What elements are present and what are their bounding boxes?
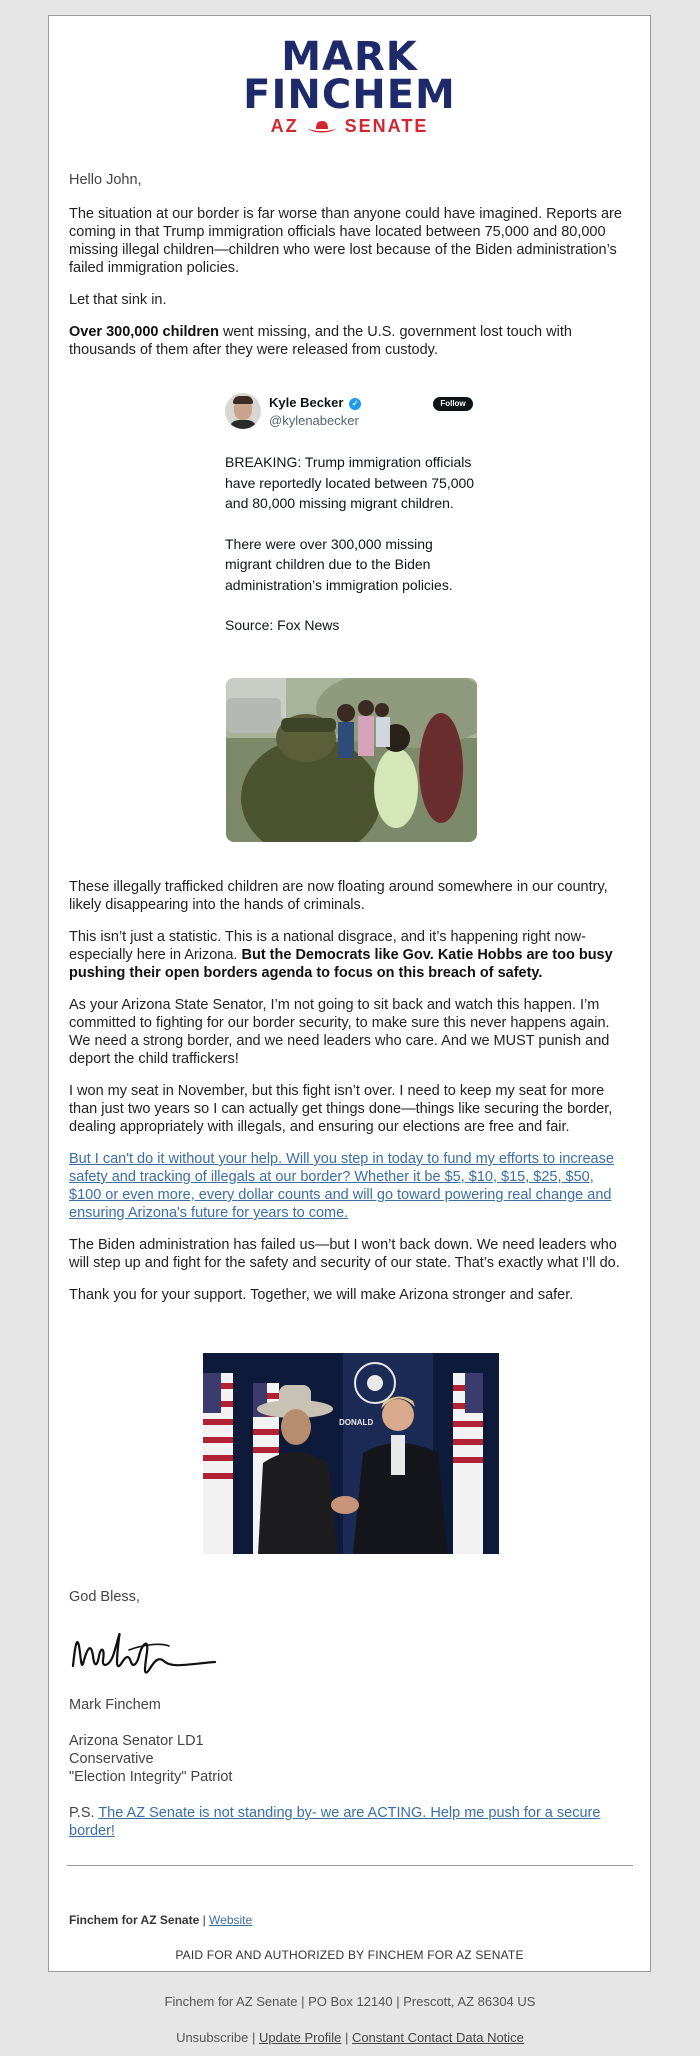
body-paragraph-2-bold: But the Democrats like Gov. Katie Hobbs are too busy pushing their open borders agenda to focus on this breach of safety. <box>69 947 613 981</box>
footer-org-name: Finchem for AZ Senate <box>69 1913 200 1927</box>
footer-divider <box>67 1865 633 1866</box>
intro-paragraph-2: Let that sink in. <box>69 292 167 308</box>
body-section <box>69 878 629 1318</box>
signer-title-1: Arizona Senator LD1 <box>69 1733 204 1749</box>
body-paragraph-3: As your Arizona State Senator, I’m not going to sit back and watch this happen. I’m committed to fighting for our border security, to make sure this never happens again. We need a strong border, and we need leaders who care. And we MUST punish and deport the child traffickers! <box>69 997 610 1067</box>
postscript <box>69 1804 629 1840</box>
handshake-photo <box>203 1353 499 1554</box>
signer-title-3: "Election Integrity" Patriot <box>69 1769 233 1785</box>
intro-section <box>69 171 629 373</box>
logo-name-line1: MARK <box>281 34 418 80</box>
paid-for-disclaimer: PAID FOR AND AUTHORIZED BY FINCHEM FOR AZ SENATE <box>175 1948 524 1962</box>
tweet-text-2: There were over 300,000 missing migrant children due to the Biden administration’s immigration policies. <box>225 535 453 593</box>
tweet-source: Source: Fox News <box>225 617 340 633</box>
body-paragraph-2-text: This isn’t just a statistic. This is a national disgrace, and it’s happening right now- especially here in Arizona. <box>69 929 586 963</box>
logo-state: AZ <box>270 116 299 136</box>
body-paragraph-4: I won my seat in November, but this fight isn’t over. I need to keep my seat for more than just two years so I can actually get things done—things like securing the border, dealing appropriately with illegals, and ensuring our elections are free and fair. <box>69 1083 613 1135</box>
verified-badge-icon: ✓ <box>349 398 361 410</box>
intro-paragraph-3 <box>69 323 629 359</box>
signer-title-2: Conservative <box>69 1751 154 1767</box>
greeting: Hello John, <box>69 172 142 188</box>
tweet-author-name <box>269 395 361 410</box>
update-profile-link[interactable]: Update Profile <box>258 2030 342 2045</box>
logo-chamber: SENATE <box>344 116 429 136</box>
body-paragraph-1: These illegally trafficked children are now floating around somewhere in our country, likely disappearing into the hands of criminals. <box>69 879 608 913</box>
handwritten-signature <box>69 1616 219 1686</box>
intro-bold-stat: Over 300,000 children <box>69 324 219 340</box>
signature-section <box>69 1588 629 1840</box>
donate-link[interactable]: But I can't do it without your help. Will you step in today to fund my efforts to increase safety and tracking of illegals at our border? Whether it be $5, $10, $15, $25, $50, $100 or even more, every dollar counts and will go toward powering real change and ensuring Arizona's future for years to come. <box>69 1151 614 1221</box>
signer-name: Mark Finchem <box>69 1697 161 1713</box>
logo-name-line2: FINCHEM <box>243 72 456 118</box>
intro-paragraph-1: The situation at our border is far worse than anyone could have imagined. Reports are coming in that Trump immigration officials have located between 75,000 and 80,000 missing illegal children—children who were lost because of the Biden administration’s failed immigration policies. <box>69 206 622 276</box>
data-notice-link[interactable]: Constant Contact Data Notice <box>351 2030 524 2045</box>
outer-separator-2: | <box>341 2030 352 2045</box>
body-paragraph-7: Thank you for your support. Together, we will make Arizona stronger and safer. <box>69 1287 574 1303</box>
unsubscribe-link[interactable]: Unsubscribe <box>176 2030 249 2045</box>
cowboy-hat-icon <box>307 120 337 134</box>
intro-paragraph-3-text: went missing, and the U.S. government lost touch with thousands of them after they were released from custody. <box>69 324 572 358</box>
postscript-link[interactable]: The AZ Senate is not standing by- we are ACTING. Help me push for a secure border! <box>69 1805 601 1839</box>
tweet-avatar <box>225 393 261 429</box>
email-management-links <box>0 2030 700 2045</box>
tweet-photo <box>226 678 477 842</box>
tweet-handle: @kylenabecker <box>269 413 359 428</box>
body-paragraph-2 <box>69 928 629 982</box>
sender-address: Finchem for AZ Senate | PO Box 12140 | Prescott, AZ 86304 US <box>164 1994 536 2009</box>
campaign-logo <box>49 34 650 137</box>
body-paragraph-5 <box>69 1150 629 1222</box>
email-card <box>48 15 651 1972</box>
closing: God Bless, <box>69 1589 140 1605</box>
body-paragraph-6: The Biden administration has failed us—but I won’t back down. We need leaders who will step up and fight for the safety and security of our state. That’s exactly what I’ll do. <box>69 1237 620 1271</box>
footer-separator: | <box>199 1913 210 1927</box>
website-link[interactable]: Website <box>209 1913 253 1927</box>
tweet-author-name-text: Kyle Becker <box>269 395 344 410</box>
tweet-text-1: BREAKING: Trump immigration officials have reportedly located between 75,000 and 80,000 missing migrant children. <box>225 454 475 511</box>
photo-banner-text: DONALD <box>339 1418 374 1427</box>
footer-org-line <box>69 1913 252 1927</box>
tweet-follow-button[interactable]: Follow <box>433 397 473 411</box>
outer-separator-1: | <box>248 2030 259 2045</box>
embedded-tweet <box>225 393 477 656</box>
postscript-prefix: P.S. <box>69 1805 99 1821</box>
